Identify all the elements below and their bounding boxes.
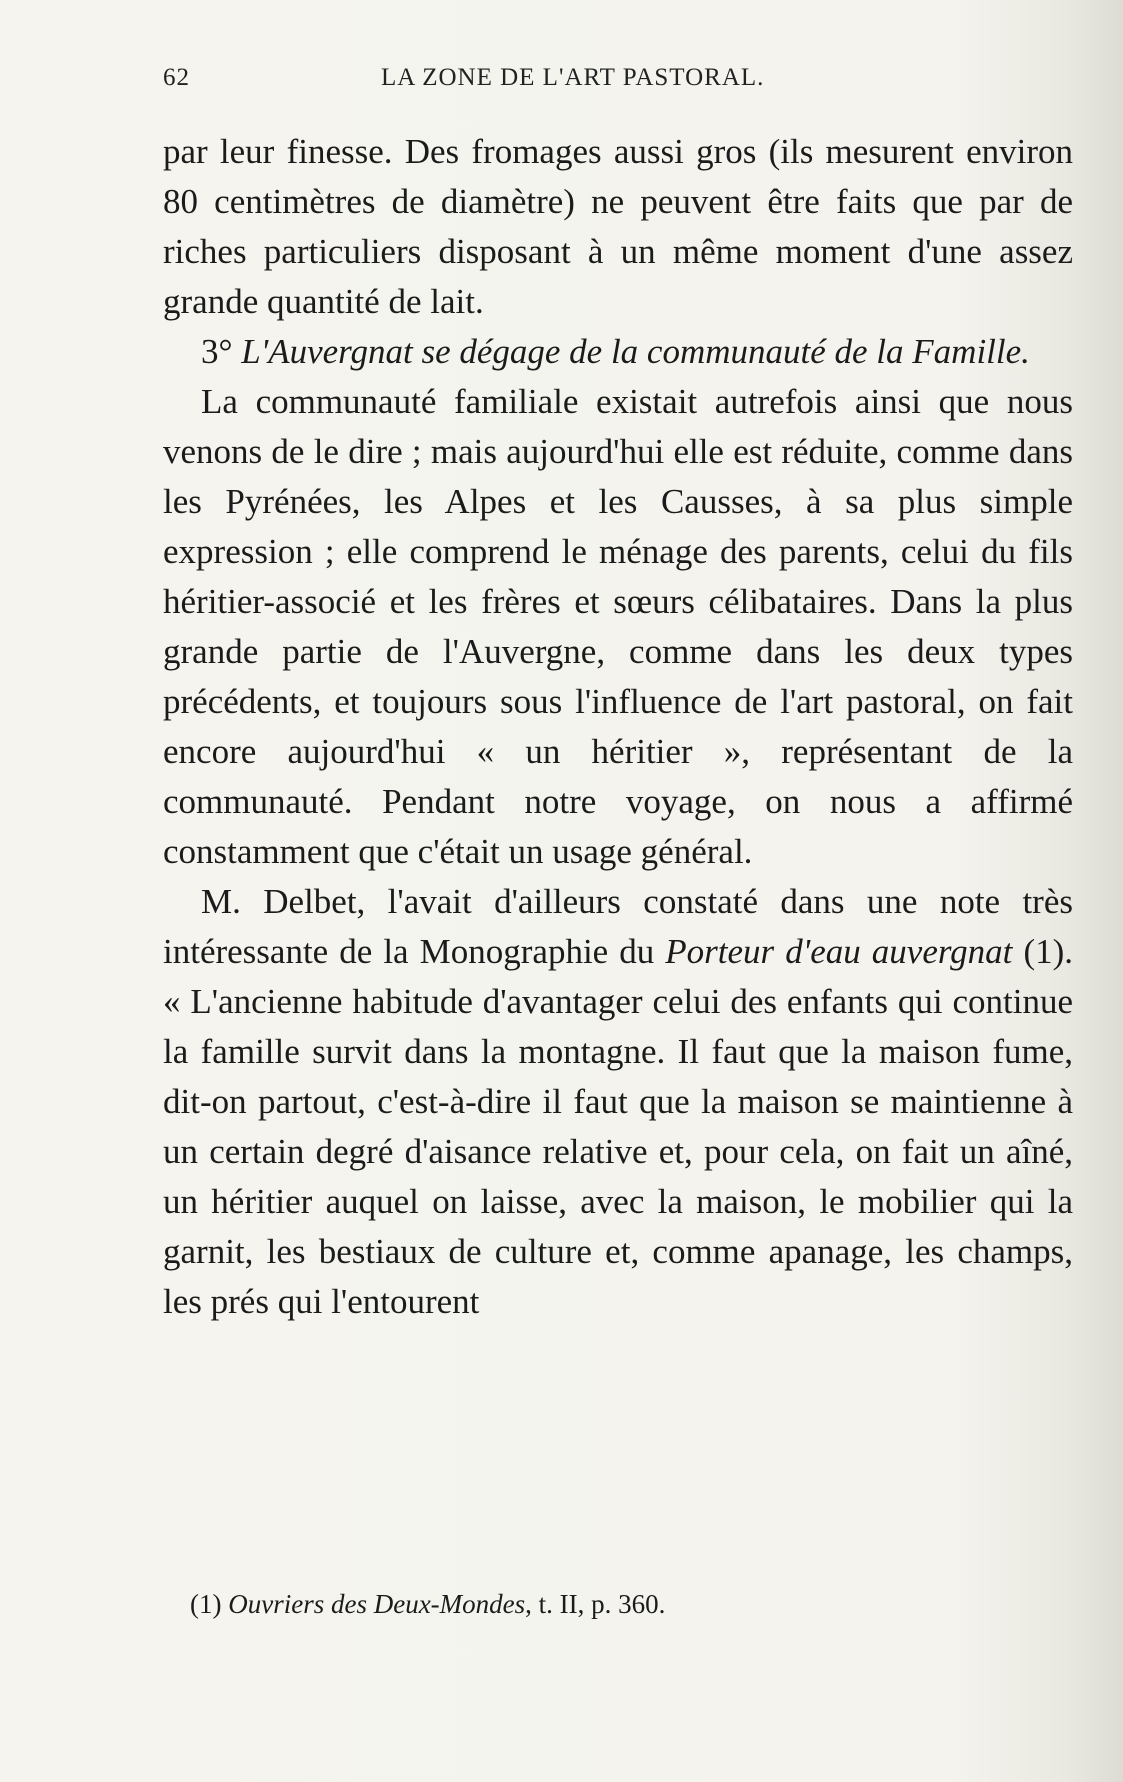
footnote-title: Ouvriers des Deux-Mondes xyxy=(228,1589,526,1619)
paragraph-1 xyxy=(163,127,1073,327)
paragraph-2 xyxy=(163,377,1073,877)
section-heading-title: L'Auvergnat se dégage de la communauté de la Famille. xyxy=(241,332,1030,371)
page-header xyxy=(163,64,1078,104)
paragraph-3 xyxy=(163,877,1073,1327)
paragraph-3-italic: Porteur d'eau auvergnat xyxy=(665,932,1013,971)
body-text xyxy=(163,127,1073,1327)
footnote-marker: (1) xyxy=(190,1589,229,1619)
footnote-reference: , t. II, p. 360. xyxy=(525,1589,666,1619)
section-heading-number: 3° xyxy=(201,332,242,371)
paragraph-2-text: La communauté familiale existait autrefois ainsi que nous venons de le dire ; mais aujourd'hui elle est réduite, comme dans les Pyrénées, les Alpes et les Causses, à sa plus simple expression ; elle comprend le ménage des parents, celui du fils héritier-associé et les frères et sœurs célibataires. Dans la plus grande partie de l'Auvergne, comme dans les deux types précédents, et toujours sous l'influence de l'art pastoral, on fait encore aujourd'hui « un héritier », représentant de la communauté. Pendant notre voyage, on nous a affirmé constamment que c'était un usage général. xyxy=(163,382,1073,871)
running-title: LA ZONE DE L'ART PASTORAL. xyxy=(381,64,765,91)
paragraph-3-text-a: M. Delbet, l'avait d'ailleurs constaté dans une note très intéressante de la Monographie du xyxy=(163,882,1073,971)
paragraph-3-text-b: (1). « L'ancienne habitude d'avantager celui des enfants qui continue la famille survit dans la montagne. Il faut que la maison fume, dit-on partout, c'est-à-dire il faut que la maison se maintienne à un certain degré d'aisance relative et, pour cela, on fait un aîné, un héritier auquel on laisse, avec la maison, le mobilier qui la garnit, les bestiaux de culture et, comme apanage, les champs, les prés qui l'entourent xyxy=(163,932,1074,1321)
paragraph-1-text: par leur finesse. Des fromages aussi gros (ils mesurent environ 80 centimètres de diamètre) ne peuvent être faits que par de riches particuliers disposant à un même moment d'une assez grande quantité de lait. xyxy=(163,132,1073,321)
section-heading xyxy=(163,327,1073,377)
page-number: 62 xyxy=(163,64,190,91)
footnote xyxy=(190,1586,1070,1622)
